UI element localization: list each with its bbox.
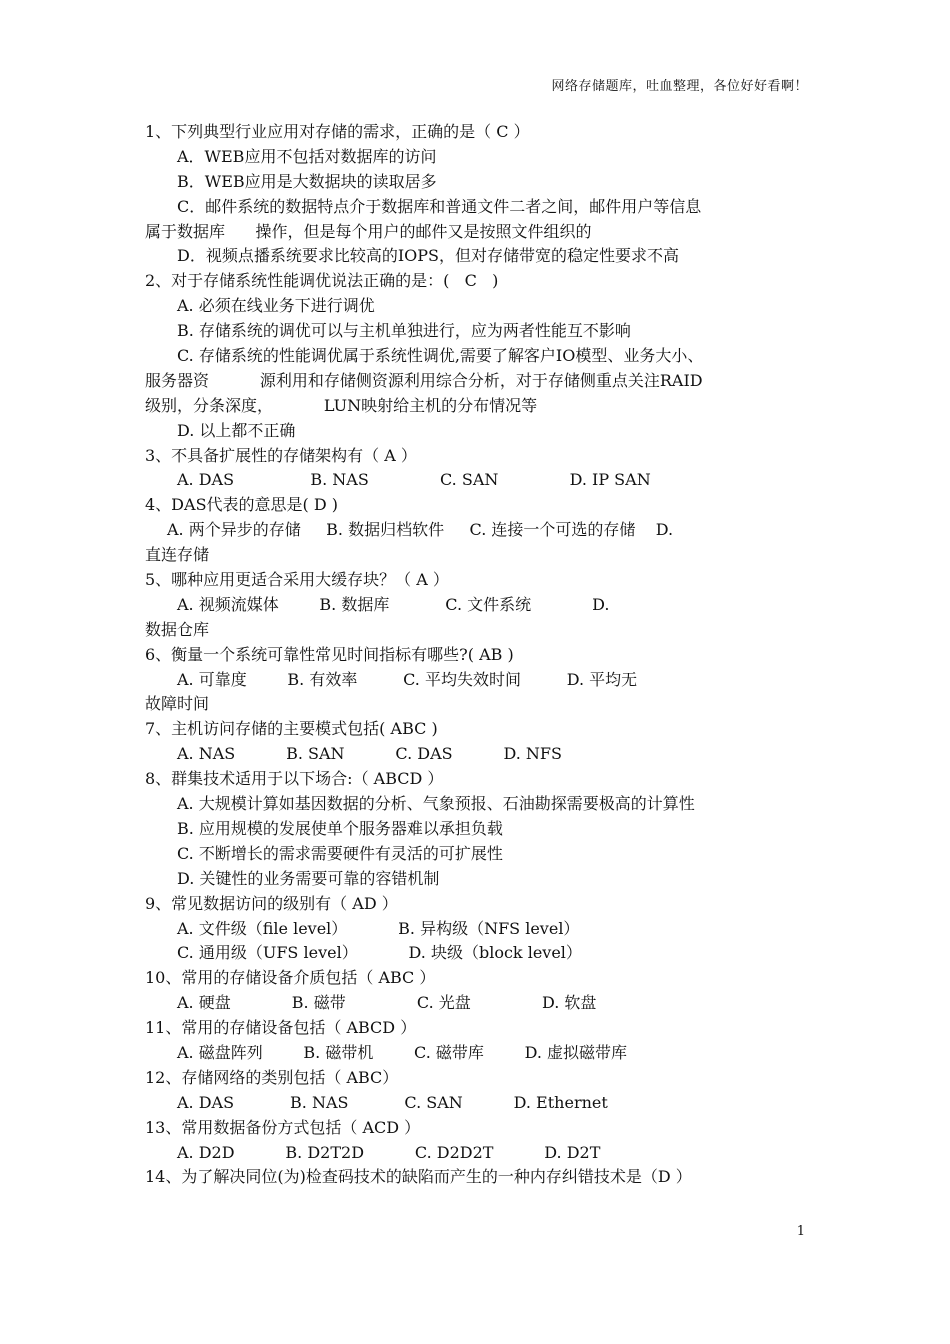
text-line: 4、DAS代表的意思是( D ) bbox=[145, 495, 339, 515]
text-line: B. 存储系统的调优可以与主机单独进行，应为两者性能互不影响 bbox=[177, 321, 631, 341]
text-line: B．WEB应用是大数据块的读取居多 bbox=[177, 171, 437, 191]
text-line: 10、常用的存储设备介质包括（ ABC ） bbox=[145, 968, 436, 988]
text-line: 13、常用数据备份方式包括（ ACD ） bbox=[145, 1117, 421, 1137]
text-line: 2、对于存储系统性能调优说法正确的是：( C ) bbox=[145, 271, 499, 291]
page-header: 网络存储题库，吐血整理，各位好好看啊！ bbox=[551, 79, 808, 94]
text-line: A. 视频流媒体 B. 数据库 C. 文件系统 D. bbox=[177, 594, 610, 614]
text-line: 服务器资 源利用和存储侧资源利用综合分析，对于存储侧重点关注RAID bbox=[145, 370, 703, 390]
text-line: A. 文件级（file level） B. 异构级（NFS level） bbox=[177, 918, 580, 938]
text-line: 7、主机访问存储的主要模式包括( ABC ) bbox=[145, 719, 438, 739]
text-line: D．视频点播系统要求比较高的IOPS，但对存储带宽的稳定性要求不高 bbox=[177, 246, 679, 266]
text-line: A. 大规模计算如基因数据的分析、气象预报、石油勘探需要极高的计算性 bbox=[177, 794, 695, 814]
text-line: A. NAS B. SAN C. DAS D. NFS bbox=[177, 744, 562, 764]
text-line: 3、不具备扩展性的存储架构有（ A ） bbox=[145, 445, 417, 465]
text-line: C. 存储系统的性能调优属于系统性调优,需要了解客户IO模型、业务大小、 bbox=[177, 346, 704, 366]
text-line: 故障时间 bbox=[145, 694, 210, 714]
text-line: B. 应用规模的发展使单个服务器难以承担负载 bbox=[177, 818, 503, 838]
text-line: A. 两个异步的存储 B. 数据归档软件 C. 连接一个可选的存储 D. bbox=[167, 520, 674, 540]
text-line: D. 以上都不正确 bbox=[177, 420, 296, 440]
text-line: A. 可靠度 B. 有效率 C. 平均失效时间 D. 平均无 bbox=[177, 669, 638, 689]
text-line: 12、存储网络的类别包括（ ABC） bbox=[145, 1067, 399, 1087]
text-line: A. 磁盘阵列 B. 磁带机 C. 磁带库 D. 虚拟磁带库 bbox=[177, 1042, 627, 1062]
text-line: 5、哪种应用更适合采用大缓存块？（ A ） bbox=[145, 570, 449, 590]
text-line: 6、衡量一个系统可靠性常见时间指标有哪些?( AB ) bbox=[145, 644, 514, 664]
text-line: A. DAS B. NAS C. SAN D. IP SAN bbox=[177, 470, 651, 490]
text-line: 11、常用的存储设备包括（ ABCD ） bbox=[145, 1018, 417, 1038]
text-line: A. 硬盘 B. 磁带 C. 光盘 D. 软盘 bbox=[177, 993, 597, 1013]
text-line: 8、群集技术适用于以下场合:（ ABCD ） bbox=[145, 769, 444, 789]
text-line: 数据仓库 bbox=[145, 619, 210, 639]
text-line: C. 不断增长的需求需要硬件有灵活的可扩展性 bbox=[177, 843, 503, 863]
question-list bbox=[145, 120, 815, 1190]
text-line: D. 关键性的业务需要可靠的容错机制 bbox=[177, 868, 440, 888]
text-line: A. D2D B. D2T2D C. D2D2T D. D2T bbox=[177, 1142, 601, 1162]
text-line: 14、为了解决同位(为)检查码技术的缺陷而产生的一种内存纠错技术是（D ） bbox=[145, 1167, 692, 1187]
page-number: 1 bbox=[796, 1224, 805, 1239]
text-line: 9、常见数据访问的级别有（ AD ） bbox=[145, 893, 398, 913]
text-line: 1、下列典型行业应用对存储的需求，正确的是（ C ） bbox=[145, 122, 530, 141]
text-line: 直连存储 bbox=[145, 545, 210, 565]
text-line: A. 必须在线业务下进行调优 bbox=[177, 296, 375, 316]
text-line: C. 通用级（UFS level） D. 块级（block level） bbox=[177, 943, 582, 963]
text-line: 级别，分条深度， LUN映射给主机的分布情况等 bbox=[145, 395, 538, 415]
text-line: 属于数据库 操作，但是每个用户的邮件又是按照文件组织的 bbox=[145, 221, 592, 241]
text-line: A. DAS B. NAS C. SAN D. Ethernet bbox=[177, 1092, 608, 1112]
text-line: C．邮件系统的数据特点介于数据库和普通文件二者之间，邮件用户等信息 bbox=[177, 196, 702, 216]
text-line: A．WEB应用不包括对数据库的访问 bbox=[177, 146, 437, 166]
